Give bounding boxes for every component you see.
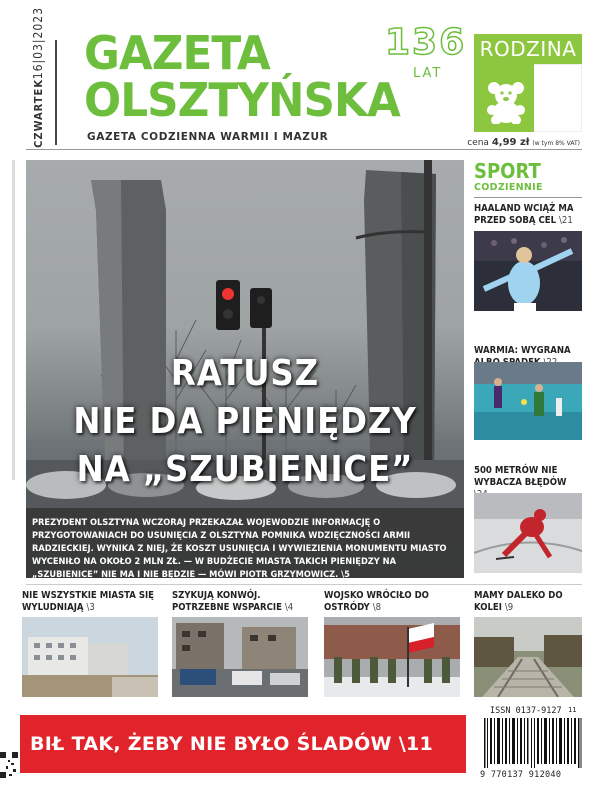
price-label: cena: [467, 138, 489, 148]
hero-headline-line1: RATUSZ: [170, 353, 320, 394]
anniversary-number: 136: [385, 22, 467, 63]
sport-item-haaland[interactable]: [474, 203, 582, 227]
teddy-bear-icon: [482, 80, 530, 124]
price-value: 4,99 zł: [491, 137, 530, 148]
price-vat: (w tym 8% VAT): [532, 140, 580, 147]
teaser-page: \8: [372, 602, 382, 613]
sport-item-title: 500 METRÓW NIE WYBACZA BŁĘDÓW: [474, 465, 567, 488]
price: [467, 137, 580, 148]
sport-item-caption: [474, 203, 582, 227]
teasers-rule: [26, 584, 582, 585]
sport-item-title: WARMIA: WYGRANA: [474, 345, 571, 356]
masthead-divider: [55, 40, 57, 145]
teaser-photo: [172, 617, 308, 697]
teaser-caption: [172, 590, 308, 616]
teaser-photo: [22, 617, 158, 697]
teaser-army[interactable]: [324, 590, 460, 616]
barcode-number: 9 770137 912040: [480, 770, 562, 780]
teaser-page: \3: [86, 602, 95, 613]
sport-item-photo: [474, 493, 582, 573]
hero-headline-line3: NA „SZUBIENICE”: [76, 449, 414, 490]
teaser-title: NIE WSZYSTKIE MIASTA SIĘ WYLUDNIAJĄ: [22, 590, 155, 613]
hero-lead: PREZYDENT OLSZTYNA WCZORAJ PRZEKAZAŁ WOJEWODZIE INFORMACJĘ O PRZYGOTOWANIACH DO USUNIĘCIA Z OLSZTYNA POMNIKA WDZIĘCZNOŚCI ARMII RADZIECKIEJ. WYNIKA Z NIEJ, ŻE KOSZT USUNIĘCIA I WYWIEZIENIA MONUMENTU MIASTO WYCENIŁO NA OKOŁO 2 MLN ZŁ. — W BUDŻECIE MIASTA TAKICH PIENIĘDZY NA „SZUBIENICE” NIE MA I NIE BĘDZIE — MÓWI PIOTR GRZYMOWICZ. \5: [26, 508, 464, 578]
sport-item-photo: [474, 231, 582, 311]
sport-section-header: [474, 160, 582, 193]
supplement-title: RODZINA: [479, 37, 577, 61]
teaser-title: MAMY DALEKO DO KOLEI: [474, 590, 563, 613]
sport-item-photo: [474, 362, 582, 440]
teaser-convoy[interactable]: [172, 590, 308, 616]
hero-headline: [48, 350, 442, 494]
teaser-caption: [22, 590, 158, 616]
bottom-banner[interactable]: BIŁ TAK, ŻEBY NIE BYŁO ŚLADÓW \11: [20, 715, 466, 773]
teaser-photo: [324, 617, 460, 697]
sport-subtitle: CODZIENNIE: [474, 182, 543, 193]
issue-date-number: 16|03|2023: [31, 6, 45, 80]
teaser-page: \9: [504, 602, 514, 613]
teaser-title: SZYKUJĄ KONWÓJ. POTRZEBNE WSPARCIE: [172, 590, 282, 613]
issue-number: 11: [568, 706, 577, 714]
issn: ISSN 0137-9127: [490, 706, 562, 716]
issue-date: [26, 6, 50, 148]
sport-item-warmia[interactable]: [474, 345, 582, 369]
sport-item-page: \21: [559, 215, 573, 226]
teaser-caption: [474, 590, 582, 616]
masthead-title-line1: GAZETA: [84, 26, 270, 80]
sport-item-title: HAALAND WCIĄŻ MA PRZED SOBĄ CEL: [474, 203, 574, 226]
sport-title: SPORT: [474, 159, 541, 183]
hero-story[interactable]: [26, 160, 464, 578]
side-print-marks: [11, 160, 17, 480]
supplement-rodzina[interactable]: [474, 34, 582, 132]
sport-rule: [474, 197, 582, 198]
masthead-rule: [26, 149, 582, 150]
sport-item-500m[interactable]: [474, 465, 582, 501]
teaser-cities[interactable]: [22, 590, 158, 616]
teaser-rail[interactable]: [474, 590, 582, 616]
teaser-caption: [324, 590, 460, 616]
masthead-title-line2: OLSZTYŃSKA: [84, 73, 400, 127]
teaser-title: WOJSKO WRÓCIŁO DO OSTRÓDY: [324, 590, 429, 613]
teaser-page: \4: [284, 602, 294, 613]
anniversary-label: LAT: [413, 66, 443, 81]
anniversary-logo: [385, 22, 465, 88]
masthead-subtitle: GAZETA CODZIENNA WARMII I MAZUR: [87, 131, 329, 143]
barcode-icon: [484, 718, 582, 768]
hero-headline-line2: NIE DA PIENIĘDZY: [73, 401, 417, 442]
qr-code-icon: [0, 750, 18, 780]
teaser-photo: [474, 617, 582, 697]
issue-weekday: CZWARTEK: [31, 79, 45, 148]
